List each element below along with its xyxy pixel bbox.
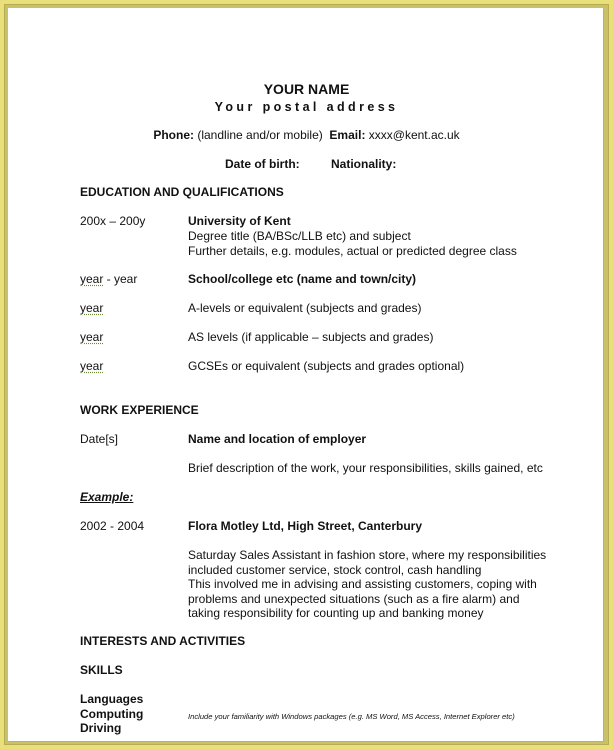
phone-label: Phone: [153, 128, 194, 142]
edu-text-5: GCSEs or equivalent (subjects and grades optional) [188, 359, 465, 373]
dob-label: Date of birth: [225, 157, 300, 171]
interests-heading: INTERESTS AND ACTIVITIES [80, 634, 246, 648]
edu-date-3: year [80, 301, 104, 315]
skills-driving: Driving [80, 721, 122, 735]
work-description: Brief description of the work, your responsibilities, skills gained, etc [188, 461, 543, 475]
example-line-5: taking responsibility for counting up and banking money [188, 606, 484, 620]
edu-date-2: year - year [80, 272, 138, 286]
work-date: Date[s] [80, 432, 119, 446]
skills-computing-note: Include your familiarity with Windows packages (e.g. MS Word, MS Access, Internet Explorer etc) [188, 712, 515, 721]
education-heading: EDUCATION AND QUALIFICATIONS [80, 185, 284, 199]
example-line-1: Saturday Sales Assistant in fashion store, where my responsibilities [188, 548, 547, 562]
example-label: Example: [80, 490, 134, 504]
edu-date-1: 200x – 200y [80, 214, 146, 228]
cv-postal-address: Your postal address [214, 100, 399, 114]
phone-value: (landline and/or mobile) [197, 128, 323, 142]
example-line-3: This involved me in advising and assisting customers, coping with [188, 577, 537, 591]
edu-title-1: University of Kent [188, 214, 291, 228]
skills-computing: Computing [80, 707, 144, 721]
nationality-label: Nationality: [331, 157, 397, 171]
example-employer: Flora Motley Ltd, High Street, Canterbury [188, 519, 423, 533]
edu-text-4: AS levels (if applicable – subjects and grades) [188, 330, 434, 344]
edu-text-3: A-levels or equivalent (subjects and grades) [188, 301, 422, 315]
skills-languages: Languages [80, 692, 144, 706]
example-line-4: problems and unexpected situations (such as a fire alarm) and [188, 591, 520, 606]
edu-line-1a: Degree title (BA/BSc/LLB etc) and subject [188, 229, 411, 243]
email-label: Email: [329, 128, 366, 142]
example-date: 2002 - 2004 [80, 519, 145, 533]
email-value: xxxx@kent.ac.uk [368, 128, 460, 142]
cv-page [8, 8, 603, 741]
edu-date-4: year [80, 330, 104, 344]
edu-title-2: School/college etc (name and town/city) [188, 272, 417, 286]
example-line-2: included customer service, stock control, cash handling [188, 562, 482, 577]
cv-name: YOUR NAME [263, 81, 350, 97]
work-heading: WORK EXPERIENCE [80, 403, 199, 417]
skills-heading: SKILLS [80, 663, 123, 677]
edu-date-5: year [80, 359, 104, 373]
work-employer: Name and location of employer [188, 432, 367, 446]
edu-line-1b: Further details, e.g. modules, actual or predicted degree class [188, 243, 517, 258]
contact-line [0, 128, 613, 143]
